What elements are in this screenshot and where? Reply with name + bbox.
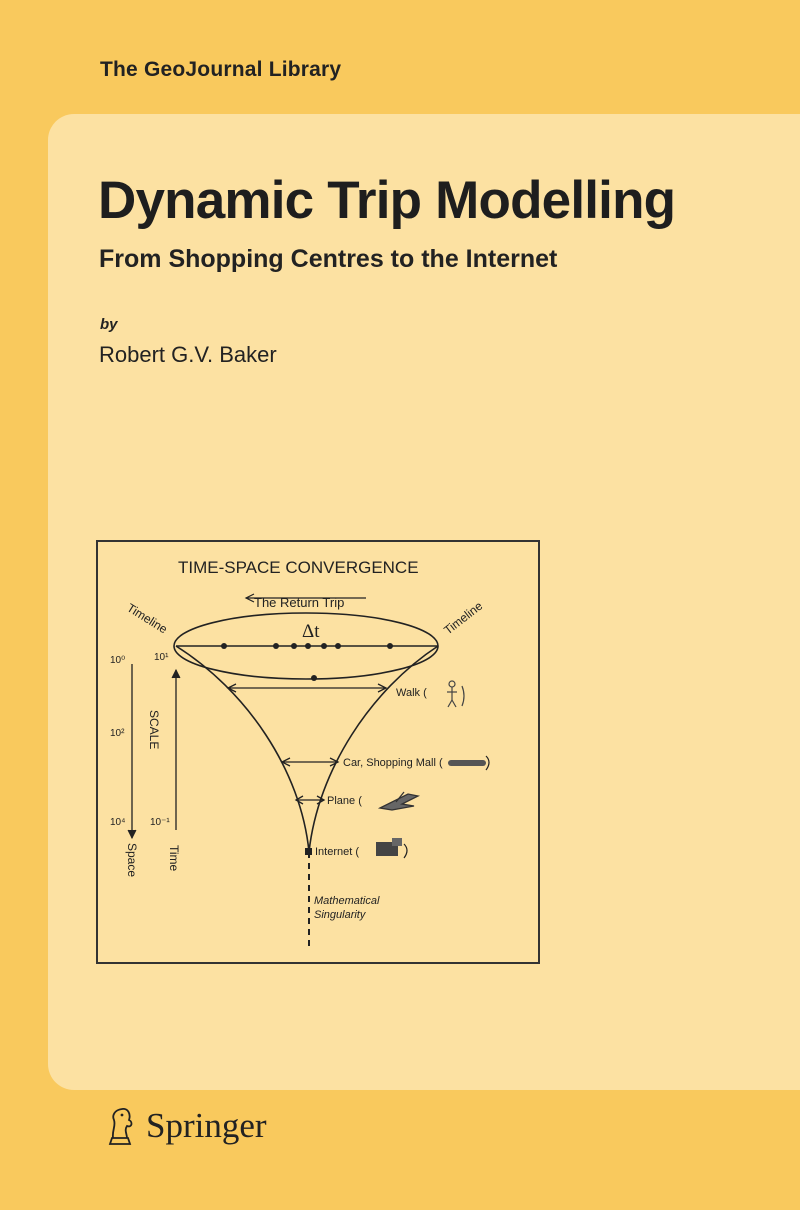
walking-people-icon xyxy=(447,681,464,707)
return-trip-label: The Return Trip xyxy=(254,595,345,610)
singularity-line2: Singularity xyxy=(314,909,366,921)
time-tick-0: 10¹ xyxy=(154,652,169,663)
space-axis-label: Space xyxy=(125,843,139,878)
book-title: Dynamic Trip Modelling xyxy=(98,171,676,230)
book-subtitle: From Shopping Centres to the Internet xyxy=(99,245,558,273)
timeline-right-label: Timeline xyxy=(441,598,486,638)
delta-t-label: Δt xyxy=(302,621,320,642)
scale-label: SCALE xyxy=(147,710,161,750)
knight-chess-piece-icon xyxy=(100,1104,140,1148)
timeline-left-label: Timeline xyxy=(124,600,170,637)
singularity-line1: Mathematical xyxy=(314,895,380,907)
car-icon xyxy=(448,756,489,770)
plane-label: Plane ( xyxy=(327,795,362,807)
car-label: Car, Shopping Mall ( xyxy=(343,757,443,769)
publisher xyxy=(100,1104,267,1148)
by-label: by xyxy=(100,316,118,333)
computer-icon xyxy=(376,838,407,858)
space-tick-1: 10² xyxy=(110,728,125,739)
space-tick-2: 10⁴ xyxy=(110,817,126,828)
figure-heading: TIME-SPACE CONVERGENCE xyxy=(178,558,419,577)
publisher-name: Springer xyxy=(146,1106,267,1145)
walk-label: Walk ( xyxy=(396,687,427,699)
space-tick-0: 10⁰ xyxy=(110,655,126,666)
time-space-convergence-figure xyxy=(96,540,540,964)
internet-label: Internet ( xyxy=(315,846,360,858)
time-tick-1: 10⁻¹ xyxy=(150,817,170,828)
series-name: The GeoJournal Library xyxy=(100,58,342,81)
author-name: Robert G.V. Baker xyxy=(99,342,277,367)
airplane-icon xyxy=(380,792,418,810)
time-axis-label: Time xyxy=(167,845,181,872)
